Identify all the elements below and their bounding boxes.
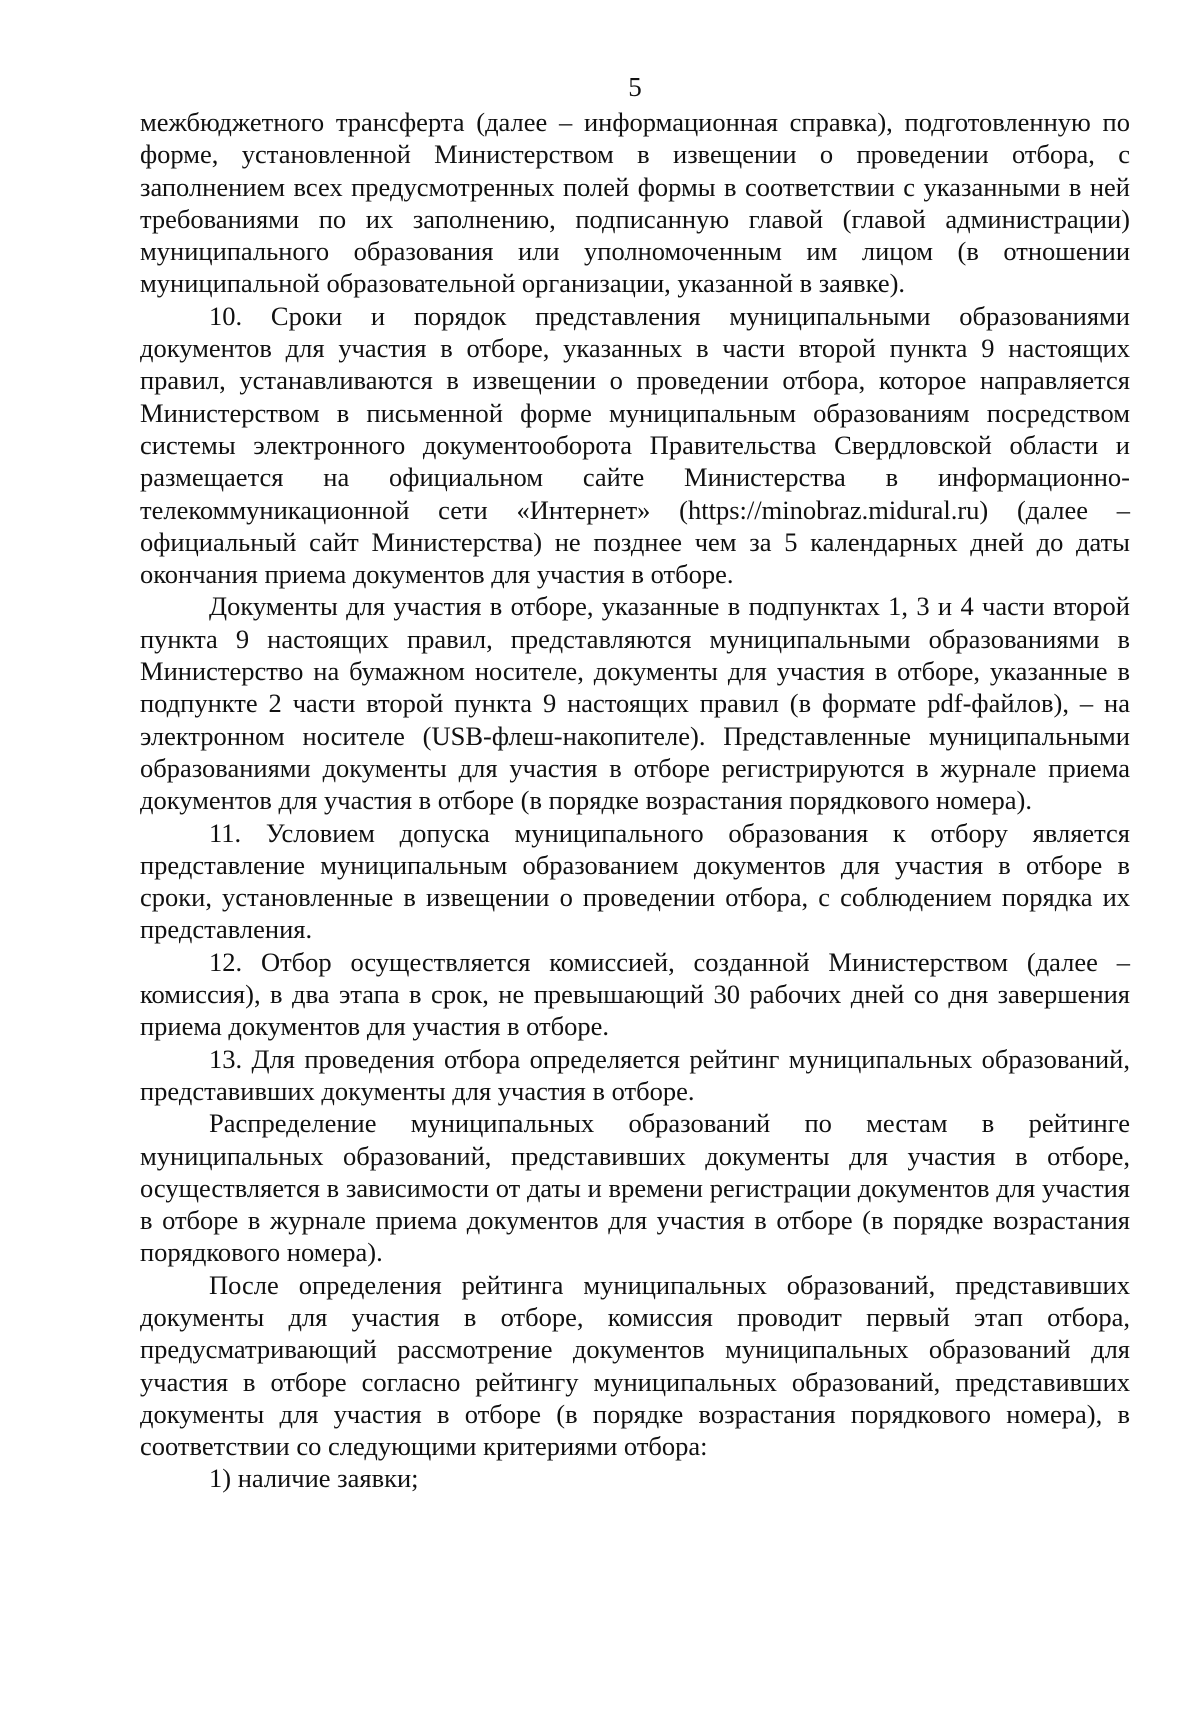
paragraph-item-10-documents: Документы для участия в отборе, указанные в подпунктах 1, 3 и 4 части второй пункта 9 настоящих правил, представляются муниципальными образованиями в Министерство на бумажном носителе, документы для участия в отборе, указанные в подпункте 2 части второй пункта 9 настоящих правил (в формате pdf-файлов), – на электронном носителе (USB-флеш-накопителе). Представленные муниципальными образованиями документы для участия в отборе регистрируются в журнале приема документов для участия в отборе (в порядке возрастания порядкового номера). xyxy=(140,591,1130,816)
paragraph-item-10: 10. Сроки и порядок представления муниципальными образованиями документов для участия в отборе, указанных в части второй пункта 9 настоящих правил, устанавливаются в извещении о проведении отбора, которое направляется Министерством в письменной форме муниципальным образованиям посредством системы электронного документооборота Правительства Свердловской области и размещается на официальном сайте Министерства в информационно-телекоммуникационной сети «Интернет» (https://minobraz.midural.ru) (далее – официальный сайт Министерства) не позднее чем за 5 календарных дней до даты окончания приема документов для участия в отборе. xyxy=(140,300,1130,590)
paragraph-item-13: 13. Для проведения отбора определяется рейтинг муниципальных образований, представивших документы для участия в отборе. xyxy=(140,1043,1130,1106)
criteria-item-1: 1) наличие заявки; xyxy=(209,1463,419,1494)
paragraph-item-12: 12. Отбор осуществляется комиссией, созданной Министерством (далее – комиссия), в два этапа в срок, не превышающий 30 рабочих дней со дня завершения приема документов для участия в отборе. xyxy=(140,946,1130,1042)
page-number: 5 xyxy=(628,72,642,102)
paragraph-continuation: межбюджетного трансферта (далее – информационная справка), подготовленную по форме, установленной Министерством в извещении о проведении отбора, с заполнением всех предусмотренных полей формы в соответствии с указанными в ней требованиями по их заполнению, подписанную главой (главой администрации) муниципального образования или уполномоченным им лицом (в отношении муниципальной образовательной организации, указанной в заявке). xyxy=(140,107,1130,299)
paragraph-item-11: 11. Условием допуска муниципального образования к отбору является представление муниципальным образованием документов для участия в отборе в сроки, установленные в извещении о проведении отбора, с соблюдением порядка их представления. xyxy=(140,817,1130,945)
document-page xyxy=(140,70,1130,1495)
paragraph-item-13-distribution: Распределение муниципальных образований по местам в рейтинге муниципальных образований, представивших документы для участия в отборе, осуществляется в зависимости от даты и времени регистрации документов для участия в отборе в журнале приема документов для участия в отборе (в порядке возрастания порядкового номера). xyxy=(140,1108,1130,1268)
paragraph-item-13-first-stage: После определения рейтинга муниципальных образований, представивших документы для участия в отборе, комиссия проводит первый этап отбора, предусматривающий рассмотрение документов муниципальных образований для участия в отборе согласно рейтингу муниципальных образований, представивших документы для участия в отборе (в порядке возрастания порядкового номера), в соответствии со следующими критериями отбора: xyxy=(140,1269,1130,1462)
